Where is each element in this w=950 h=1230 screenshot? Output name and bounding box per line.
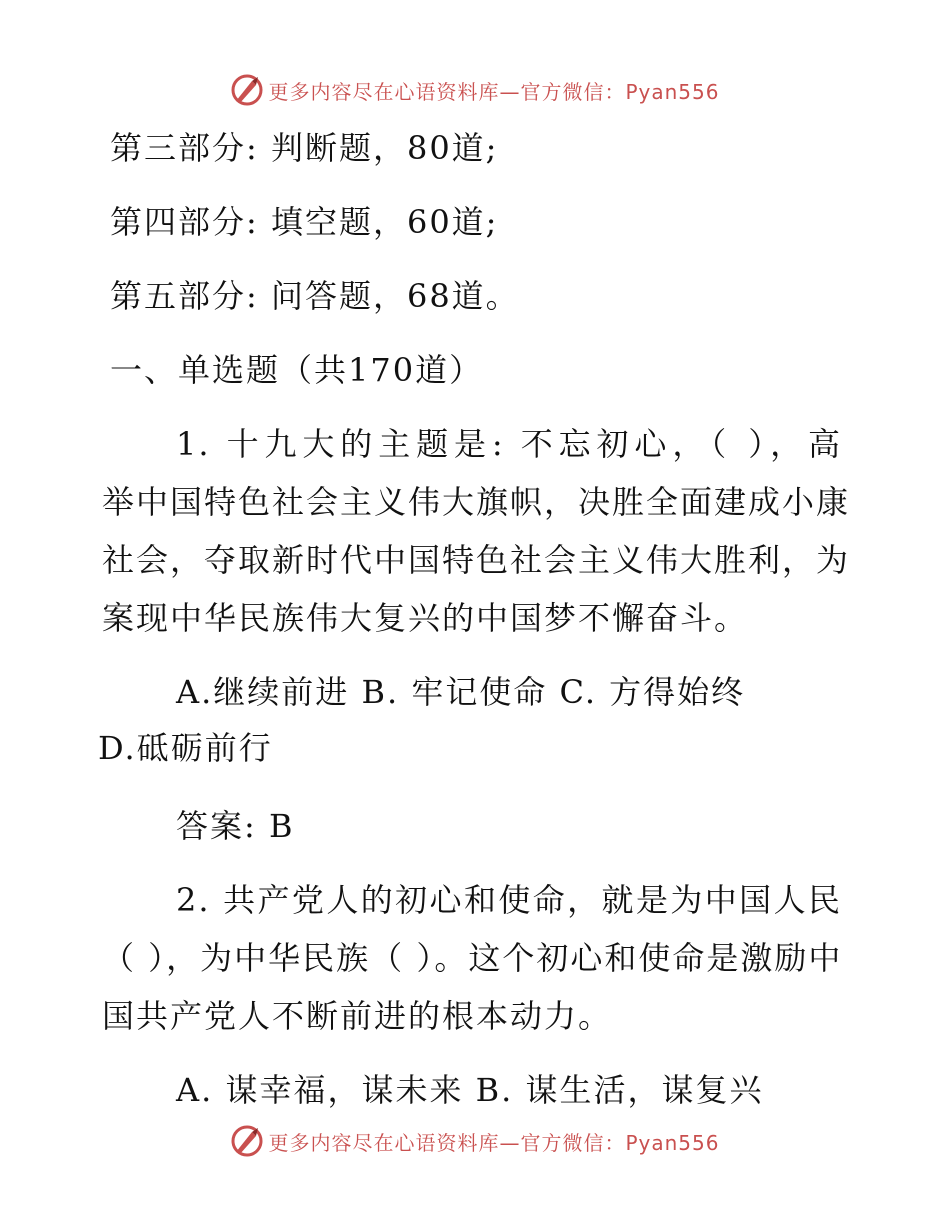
question2-line1: 2. 共产党人的初心和使命，就是为中国人民	[176, 881, 842, 919]
footer-watermark	[0, 1121, 950, 1161]
watermark-text: 更多内容尽在心语资料库—官方微信：Pyan556	[268, 1130, 720, 1155]
question1-line4: 案现中华民族伟大复兴的中国梦不懈奋斗。	[102, 599, 749, 637]
question1-line2: 举中国特色社会主义伟大旗帜，决胜全面建成小康	[102, 483, 851, 521]
watermark-text: 更多内容尽在心语资料库—官方微信：Pyan556	[268, 79, 720, 104]
question1-options: A.继续前进 B. 牢记使命 C. 方得始终	[176, 673, 746, 711]
question2-line2: （ ），为中华民族（ ）。这个初心和使命是激励中	[102, 939, 843, 977]
part-three-line: 第三部分: 判断题，80道;	[110, 129, 499, 167]
header-watermark	[0, 70, 950, 110]
quill-logo-icon	[230, 73, 264, 107]
part-five-line: 第五部分: 问答题，68道。	[110, 277, 520, 315]
question1-answer: 答案: B	[176, 807, 295, 845]
question1-option-d: D.砥砺前行	[98, 729, 273, 767]
section-title: 一、单选题（共170道）	[110, 351, 484, 389]
question2-line3: 国共产党人不断前进的根本动力。	[102, 997, 613, 1035]
question1-line1: 1. 十九大的主题是: 不忘初心，（ ），高	[176, 425, 842, 463]
part-four-line: 第四部分: 填空题，60道;	[110, 203, 499, 241]
quill-logo-icon	[230, 1124, 264, 1158]
question1-line3: 社会，夺取新时代中国特色社会主义伟大胜利，为	[102, 541, 851, 579]
question2-options: A. 谋幸福，谋未来 B. 谋生活，谋复兴	[176, 1071, 764, 1109]
